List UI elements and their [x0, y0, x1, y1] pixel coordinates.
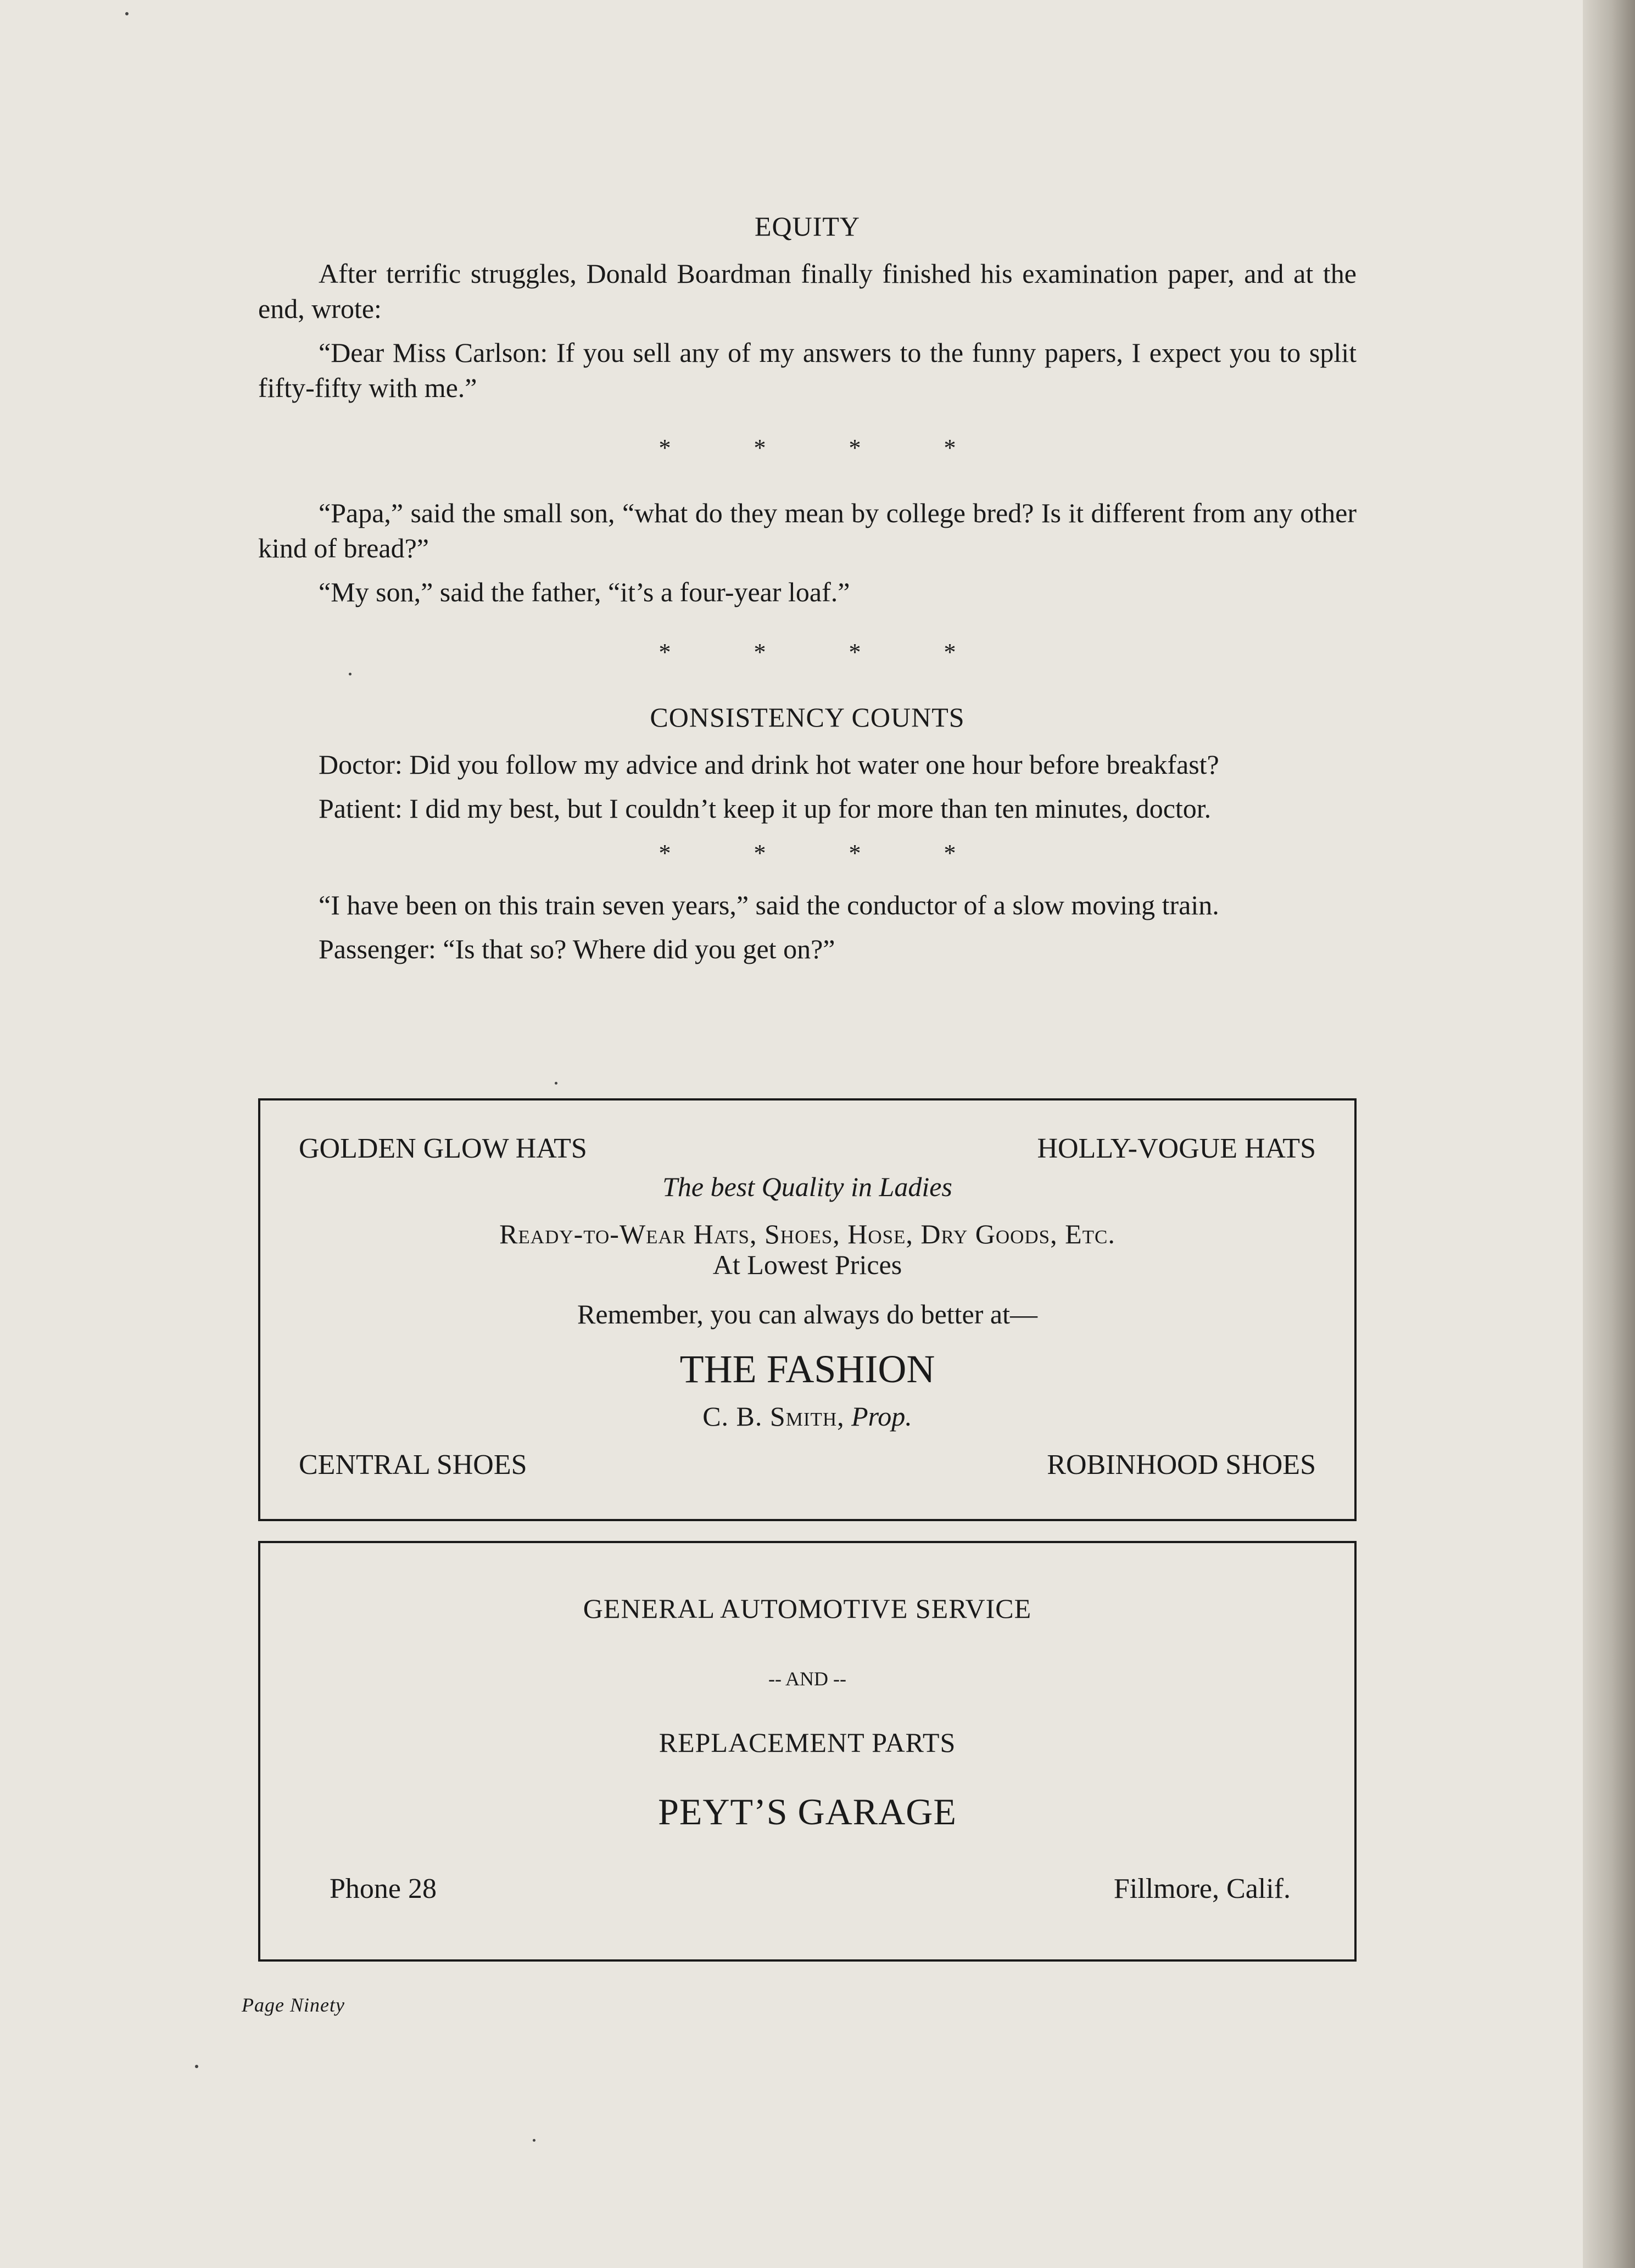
jokes-column — [258, 209, 1357, 975]
consistency-paragraph-2: Patient: I did my best, but I couldn’t keep it up for more than ten minutes, doctor. — [319, 793, 1212, 824]
ad-top-row — [299, 1132, 1316, 1165]
garage-location: Fillmore, Calif. — [1113, 1873, 1291, 1904]
proprietor-name: C. B. Smith, — [702, 1401, 845, 1432]
proprietor-title: Prop. — [851, 1401, 912, 1432]
consistency-title: CONSISTENCY COUNTS — [650, 702, 965, 733]
ad-remember-line: Remember, you can always do better at— — [577, 1299, 1037, 1329]
ad-tagline: The best Quality in Ladies — [662, 1171, 952, 1202]
train-paragraph-1: “I have been on this train seven years,” said the conductor of a slow moving train. — [319, 890, 1219, 920]
and-line: -- AND -- — [768, 1668, 846, 1690]
page-edge-shadow — [1583, 0, 1635, 2268]
speck — [533, 2139, 535, 2142]
college-paragraph-2: “My son,” said the father, “it’s a four-year loaf.” — [319, 577, 850, 607]
equity-paragraph-1: After terrific struggles, Donald Boardman finally finished his examination paper, and at the end, wrote: — [258, 258, 1357, 324]
store-proprietor — [260, 1400, 1354, 1432]
speck — [555, 1082, 557, 1085]
separator-stars: * * * * — [659, 434, 995, 461]
store-name: THE FASHION — [679, 1347, 935, 1391]
central-shoes: CENTRAL SHOES — [299, 1449, 527, 1481]
separator-stars: * * * * — [659, 639, 995, 666]
train-paragraph-2: Passenger: “Is that so? Where did you get on?” — [319, 934, 835, 964]
ad-lowest-prices: At Lowest Prices — [712, 1249, 902, 1280]
garage-contact-row — [330, 1873, 1291, 1905]
garage-phone: Phone 28 — [330, 1873, 437, 1904]
consistency-paragraph-1: Doctor: Did you follow my advice and drink hot water one hour before breakfast? — [319, 749, 1219, 780]
college-paragraph-1: “Papa,” said the small son, “what do they mean by college bred? Is it different from any other kind of bread?” — [258, 498, 1357, 563]
ad-bottom-row — [299, 1449, 1316, 1481]
garage-advertisement — [258, 1541, 1357, 1962]
golden-glow-hats: GOLDEN GLOW HATS — [299, 1133, 587, 1164]
equity-paragraph-2: “Dear Miss Carlson: If you sell any of my answers to the funny papers, I expect you to split fifty-fifty with me.” — [258, 337, 1357, 403]
robinhood-shoes: ROBINHOOD SHOES — [1047, 1449, 1316, 1481]
separator-stars: * * * * — [659, 840, 995, 867]
ad-goods-list: Ready-to-Wear Hats, Shoes, Hose, Dry Goods, Etc. — [499, 1219, 1115, 1249]
equity-title: EQUITY — [754, 211, 861, 242]
holly-vogue-hats: HOLLY-VOGUE HATS — [1037, 1133, 1316, 1164]
garage-name: PEYT’S GARAGE — [658, 1791, 957, 1833]
service-line: GENERAL AUTOMOTIVE SERVICE — [583, 1593, 1032, 1624]
parts-line: REPLACEMENT PARTS — [659, 1727, 956, 1758]
page-number: Page Ninety — [242, 1994, 345, 2016]
fashion-advertisement — [258, 1098, 1357, 1521]
speck — [195, 2065, 198, 2068]
speck — [125, 12, 129, 15]
